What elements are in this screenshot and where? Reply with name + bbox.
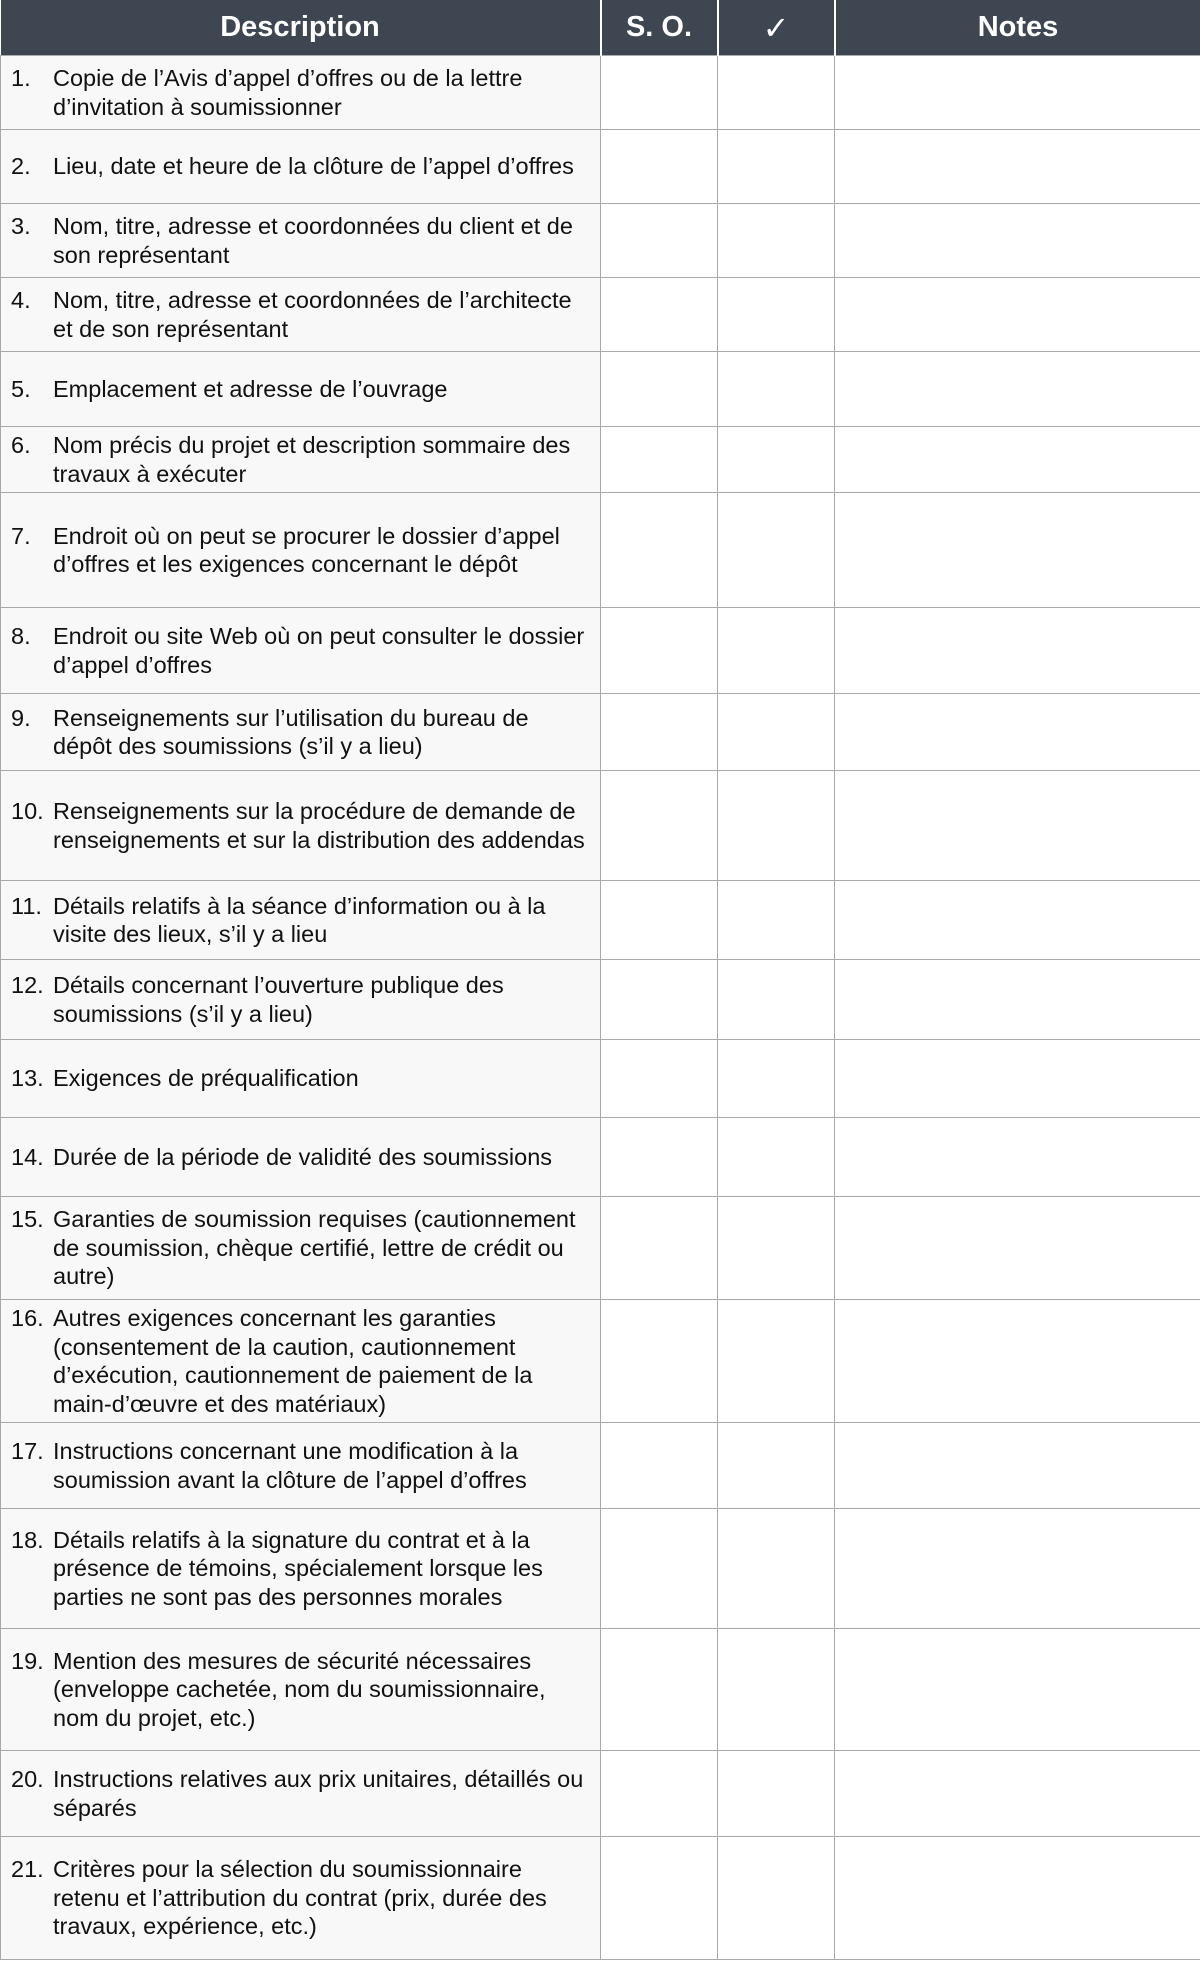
item-number: 16. bbox=[11, 1305, 44, 1331]
table-row bbox=[1, 1423, 1200, 1509]
table-row bbox=[1, 1751, 1200, 1837]
so-cell bbox=[601, 1509, 718, 1629]
notes-cell[interactable] bbox=[835, 130, 1200, 204]
notes-cell[interactable] bbox=[835, 881, 1200, 960]
description-cell bbox=[1, 881, 601, 960]
check-cell[interactable] bbox=[718, 694, 835, 771]
so-cell bbox=[601, 694, 718, 771]
item-description: Endroit ou site Web où on peut consulter le dossier d’appel d’offres bbox=[53, 623, 585, 678]
item-description: Lieu, date et heure de la clôture de l’appel d’offres bbox=[53, 153, 574, 180]
so-cell bbox=[601, 493, 718, 608]
notes-cell[interactable] bbox=[835, 278, 1200, 352]
notes-cell[interactable] bbox=[835, 1509, 1200, 1629]
item-number: 6. bbox=[11, 432, 31, 458]
notes-cell[interactable] bbox=[835, 1040, 1200, 1118]
table-row bbox=[1, 960, 1200, 1040]
notes-cell[interactable] bbox=[835, 1423, 1200, 1509]
item-number: 19. bbox=[11, 1647, 44, 1674]
item-number: 10. bbox=[11, 798, 44, 824]
check-cell[interactable] bbox=[718, 1040, 835, 1118]
description-cell bbox=[1, 1300, 601, 1423]
item-description: Détails concernant l’ouverture publique des soumissions (s’il y a lieu) bbox=[53, 972, 504, 1027]
header-check bbox=[718, 0, 835, 56]
table-header bbox=[1, 0, 1200, 56]
check-cell[interactable] bbox=[718, 1629, 835, 1751]
notes-cell[interactable] bbox=[835, 608, 1200, 694]
check-cell[interactable] bbox=[718, 204, 835, 278]
notes-cell[interactable] bbox=[835, 204, 1200, 278]
so-cell bbox=[601, 1300, 718, 1423]
so-cell bbox=[601, 1629, 718, 1751]
so-cell bbox=[601, 608, 718, 694]
notes-cell[interactable] bbox=[835, 771, 1200, 881]
description-cell bbox=[1, 1837, 601, 1960]
item-description: Endroit où on peut se procurer le dossier d’appel d’offres et les exigences concernant le dépôt bbox=[53, 522, 560, 577]
check-cell[interactable] bbox=[718, 1751, 835, 1837]
item-number: 20. bbox=[11, 1766, 44, 1792]
item-number: 14. bbox=[11, 1143, 44, 1170]
description-cell bbox=[1, 960, 601, 1040]
header-notes: Notes bbox=[835, 0, 1200, 56]
checkmark-icon: ✓ bbox=[762, 8, 790, 47]
table-row bbox=[1, 427, 1200, 493]
check-cell[interactable] bbox=[718, 56, 835, 130]
item-number: 5. bbox=[11, 375, 31, 402]
notes-cell[interactable] bbox=[835, 1751, 1200, 1837]
table-row bbox=[1, 881, 1200, 960]
so-cell bbox=[601, 278, 718, 352]
so-cell bbox=[601, 881, 718, 960]
so-cell bbox=[601, 1197, 718, 1300]
notes-cell[interactable] bbox=[835, 694, 1200, 771]
item-number: 4. bbox=[11, 287, 31, 313]
description-cell bbox=[1, 608, 601, 694]
description-cell bbox=[1, 1509, 601, 1629]
table-row bbox=[1, 278, 1200, 352]
item-description: Garanties de soumission requises (cautionnement de soumission, chèque certifié, lettre de crédit ou autre) bbox=[53, 1206, 576, 1290]
check-cell[interactable] bbox=[718, 881, 835, 960]
item-description: Renseignements sur la procédure de demande de renseignements et sur la distribution des addendas bbox=[53, 798, 585, 853]
description-cell bbox=[1, 427, 601, 493]
item-number: 21. bbox=[11, 1856, 44, 1883]
description-cell bbox=[1, 493, 601, 608]
item-number: 12. bbox=[11, 972, 44, 998]
item-description: Détails relatifs à la signature du contrat et à la présence de témoins, spécialement lorsque les parties ne sont pas des personnes morales bbox=[53, 1526, 543, 1610]
item-number: 2. bbox=[11, 153, 31, 180]
check-cell[interactable] bbox=[718, 771, 835, 881]
notes-cell[interactable] bbox=[835, 1197, 1200, 1300]
check-cell[interactable] bbox=[718, 130, 835, 204]
item-description: Copie de l’Avis d’appel d’offres ou de la lettre d’invitation à soumissionner bbox=[53, 65, 523, 120]
check-cell[interactable] bbox=[718, 1837, 835, 1960]
item-description: Nom précis du projet et description sommaire des travaux à exécuter bbox=[53, 432, 571, 487]
check-cell[interactable] bbox=[718, 1118, 835, 1197]
so-cell bbox=[601, 1118, 718, 1197]
description-cell bbox=[1, 130, 601, 204]
description-cell bbox=[1, 1423, 601, 1509]
description-cell bbox=[1, 278, 601, 352]
table-row bbox=[1, 1509, 1200, 1629]
header-description: Description bbox=[1, 0, 601, 56]
notes-cell[interactable] bbox=[835, 352, 1200, 427]
header-so: S. O. bbox=[601, 0, 718, 56]
notes-cell[interactable] bbox=[835, 1629, 1200, 1751]
table-body bbox=[1, 56, 1200, 1960]
item-description: Détails relatifs à la séance d’information ou à la visite des lieux, s’il y a lieu bbox=[53, 892, 546, 947]
item-description: Nom, titre, adresse et coordonnées de l’architecte et de son représentant bbox=[53, 287, 572, 342]
so-cell bbox=[601, 1423, 718, 1509]
item-number: 17. bbox=[11, 1438, 44, 1464]
item-number: 3. bbox=[11, 213, 31, 239]
so-cell bbox=[601, 352, 718, 427]
check-cell[interactable] bbox=[718, 960, 835, 1040]
so-cell bbox=[601, 130, 718, 204]
item-description: Mention des mesures de sécurité nécessaires (enveloppe cachetée, nom du soumissionnaire, nom du projet, etc.) bbox=[53, 1647, 546, 1731]
check-cell[interactable] bbox=[718, 1423, 835, 1509]
so-cell bbox=[601, 771, 718, 881]
table-row bbox=[1, 1629, 1200, 1751]
item-number: 1. bbox=[11, 65, 31, 91]
description-cell bbox=[1, 1040, 601, 1118]
item-number: 11. bbox=[11, 892, 42, 919]
notes-cell[interactable] bbox=[835, 1300, 1200, 1423]
item-description: Instructions concernant une modification à la soumission avant la clôture de l’appel d’offres bbox=[53, 1438, 527, 1493]
item-description: Durée de la période de validité des soumissions bbox=[53, 1143, 553, 1170]
table-row bbox=[1, 1118, 1200, 1197]
so-cell bbox=[601, 1837, 718, 1960]
table-row bbox=[1, 608, 1200, 694]
check-cell[interactable] bbox=[718, 1300, 835, 1423]
description-cell bbox=[1, 1118, 601, 1197]
item-number: 8. bbox=[11, 623, 31, 649]
table-row bbox=[1, 204, 1200, 278]
item-description: Emplacement et adresse de l’ouvrage bbox=[53, 375, 448, 402]
notes-cell[interactable] bbox=[835, 960, 1200, 1040]
table-row bbox=[1, 771, 1200, 881]
header-row bbox=[1, 0, 1200, 56]
notes-cell[interactable] bbox=[835, 493, 1200, 608]
so-cell bbox=[601, 1751, 718, 1837]
description-cell bbox=[1, 771, 601, 881]
table-row bbox=[1, 130, 1200, 204]
notes-cell[interactable] bbox=[835, 1118, 1200, 1197]
check-cell[interactable] bbox=[718, 493, 835, 608]
description-cell bbox=[1, 352, 601, 427]
table-row bbox=[1, 493, 1200, 608]
item-number: 15. bbox=[11, 1206, 44, 1233]
check-cell[interactable] bbox=[718, 1197, 835, 1300]
table-row bbox=[1, 56, 1200, 130]
notes-cell[interactable] bbox=[835, 1837, 1200, 1960]
check-cell[interactable] bbox=[718, 427, 835, 493]
item-description: Autres exigences concernant les garanties (consentement de la caution, cautionnement d’exécution, cautionnement de paiement de la main-d’œuvre et des matériaux) bbox=[53, 1305, 533, 1417]
table-row bbox=[1, 352, 1200, 427]
item-number: 18. bbox=[11, 1526, 44, 1553]
description-cell bbox=[1, 1629, 601, 1751]
item-number: 7. bbox=[11, 522, 31, 549]
item-description: Renseignements sur l’utilisation du bureau de dépôt des soumissions (s’il y a lieu) bbox=[53, 704, 529, 759]
table-row bbox=[1, 1040, 1200, 1118]
item-number: 13. bbox=[11, 1065, 44, 1092]
description-cell bbox=[1, 204, 601, 278]
so-cell bbox=[601, 427, 718, 493]
item-description: Critères pour la sélection du soumissionnaire retenu et l’attribution du contrat (prix, durée des travaux, expérience, etc.) bbox=[53, 1856, 547, 1940]
table-row bbox=[1, 1837, 1200, 1960]
item-number: 9. bbox=[11, 704, 31, 731]
item-description: Instructions relatives aux prix unitaires, détaillés ou séparés bbox=[53, 1766, 584, 1821]
check-cell[interactable] bbox=[718, 278, 835, 352]
item-description: Nom, titre, adresse et coordonnées du client et de son représentant bbox=[53, 213, 573, 268]
so-cell bbox=[601, 56, 718, 130]
description-cell bbox=[1, 694, 601, 771]
so-cell bbox=[601, 960, 718, 1040]
description-cell bbox=[1, 1751, 601, 1837]
description-cell bbox=[1, 56, 601, 130]
check-cell[interactable] bbox=[718, 352, 835, 427]
table-row bbox=[1, 694, 1200, 771]
so-cell bbox=[601, 204, 718, 278]
table-row bbox=[1, 1197, 1200, 1300]
notes-cell[interactable] bbox=[835, 56, 1200, 130]
table-row bbox=[1, 1300, 1200, 1423]
item-description: Exigences de préqualification bbox=[53, 1065, 359, 1092]
description-cell bbox=[1, 1197, 601, 1300]
notes-cell[interactable] bbox=[835, 427, 1200, 493]
check-cell[interactable] bbox=[718, 608, 835, 694]
so-cell bbox=[601, 1040, 718, 1118]
check-cell[interactable] bbox=[718, 1509, 835, 1629]
